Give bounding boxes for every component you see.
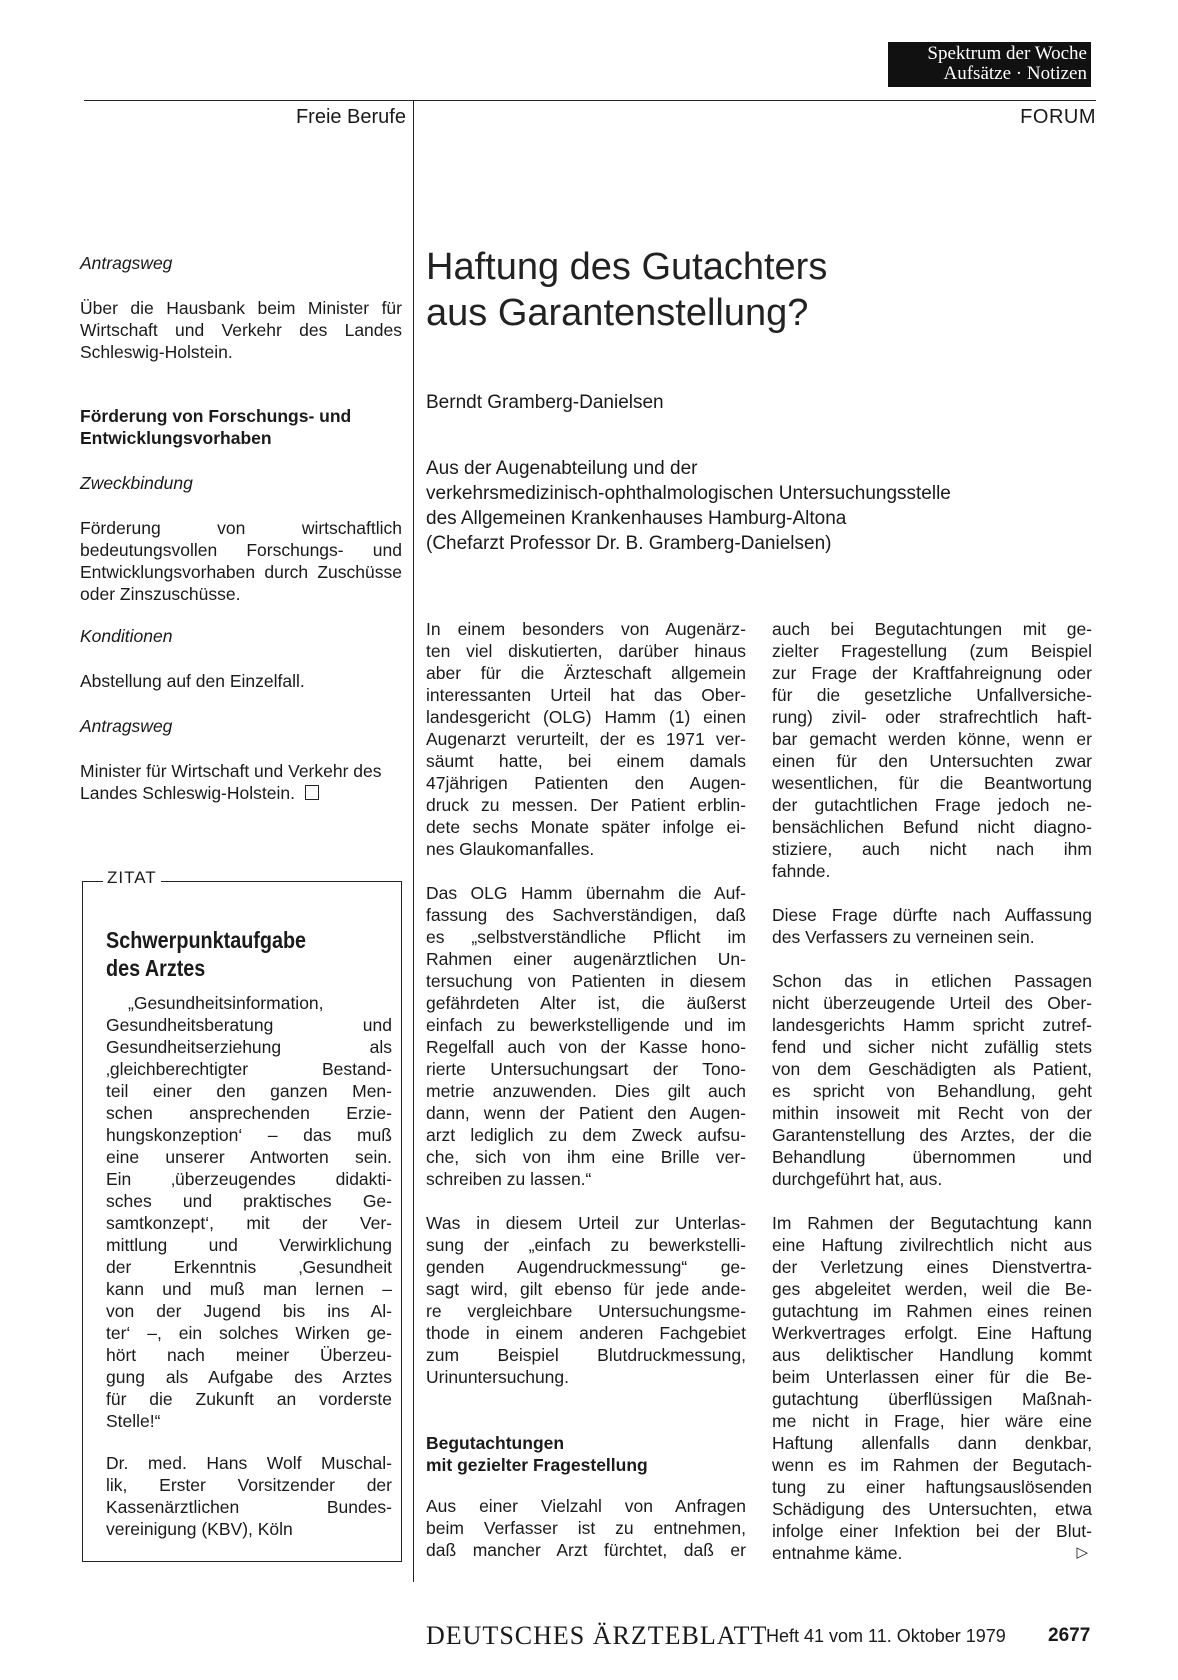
quote-line: Gesundheitsberatung und [106,1015,392,1035]
text-line: der Verletzung eines Dienstvertra- [772,1257,1092,1277]
quote-line: für die Zukunft an vorderste [106,1389,392,1409]
quote-line: der Erkenntnis ‚Gesundheit [106,1257,392,1277]
text-line: Augenarzt verurteilt, der es 1971 ver- [426,729,746,749]
text-line: für die gesetzliche Unfallversiche- [772,685,1092,705]
quote-line: sches und praktisches Ge- [106,1191,392,1211]
article-affiliation [426,456,1086,556]
text-line: interessanten Urteil hat das Ober- [426,685,746,705]
subheading-line-2: mit gezielter Fragestellung [426,1455,648,1475]
column-divider [413,100,414,1582]
article-title-line-2: aus Garantenstellung? [426,292,809,334]
text-line: landesgerichts Hamm spricht zutref- [772,1015,1092,1035]
text-line: infolge einer Infektion bei der Blut- [772,1521,1092,1541]
quote-line: gung als Aufgabe des Arztes [106,1367,392,1387]
text-line: bar gemacht werden könne, wenn er [772,729,1092,749]
quote-line: hört nach meiner Überzeu- [106,1345,392,1365]
text-line: metrie anzuwenden. Dies gilt auch [426,1081,746,1101]
affiliation-line: des Allgemeinen Krankenhauses Hamburg-Altona [426,508,847,529]
text-line: beim Unterlassen einer für die Be- [772,1367,1092,1387]
text-line: einen für den Untersuchten zwar [772,751,1092,771]
text-line: Haftung allenfalls dann denkbar, [772,1433,1092,1453]
quote-line: ter‘ –, ein solches Wirken ge- [106,1323,392,1343]
section-label-right: FORUM [1020,106,1096,128]
subheading-line-1: Begutachtungen [426,1433,565,1453]
text-line: ges abgeleitet werden, weil die Be- [772,1279,1092,1299]
zitat-heading-line-1: Schwerpunktaufgabe [106,927,307,953]
article-title-line-1: Haftung des Gutachters [426,246,828,288]
attribution-line: Kassenärztlichen Bundes- [106,1497,392,1517]
text-line: Werkvertrages erfolgt. Eine Haftung [772,1323,1092,1343]
text-line: Das OLG Hamm übernahm die Auf- [426,883,746,903]
article-column-2 [772,618,1092,1564]
text-line: gutachtung überflüssigen Maßnah- [772,1389,1092,1409]
quote-line: Ein ‚überzeugendes didakti- [106,1169,392,1189]
article-author: Berndt Gramberg-Danielsen [426,392,664,413]
antragsweg-label-1: Antragsweg [80,253,173,273]
text-line: sagt wird, gilt ebenso für jede ande- [426,1279,746,1299]
text-line: zielter Fragestellung (zum Beispiel [772,641,1092,661]
zitat-heading [106,926,347,982]
text-line: Urinuntersuchung. [426,1367,569,1387]
top-rule [84,100,1096,101]
text-line: In einem besonders von Augenärz- [426,619,746,639]
antragsweg-text-1: Über die Hausbank beim Minister für Wirtschaft und Verkehr des Landes Schleswig-Holstein. [80,298,402,362]
article-column-1 [426,618,746,1388]
quote-line: hungskonzeption‘ – das muß [106,1125,392,1145]
page-number: 2677 [1048,1625,1091,1646]
text-line: eine Haftung zivilrechtlich nicht aus [772,1235,1092,1255]
zitat-bottom-rule [82,1561,402,1562]
text-line: rung) zivil- oder strafrechtlich haft- [772,707,1092,727]
subheading [426,1432,746,1476]
text-line: des Verfassers zu verneinen sein. [772,927,1035,947]
text-line: Was in diesem Urteil zur Unterlas- [426,1213,746,1233]
foerderung-heading: Förderung von Forschungs- und Entwicklungsvorhaben [80,406,352,448]
quote-line: mittlung und Verwirklichung [106,1235,392,1255]
text-line: Regelfall auch von der Kasse hono- [426,1037,746,1057]
text-line: sung der „einfach zu bewerkstelli- [426,1235,746,1255]
text-line: auch bei Begutachtungen mit ge- [772,619,1092,639]
footer-issue: Heft 41 vom 11. Oktober 1979 [766,1626,1006,1646]
text-line: fahnde. [772,861,831,881]
text-line: nicht überzeugende Urteil des Ober- [772,993,1092,1013]
text-line: der gutachtlichen Frage jedoch ne- [772,795,1092,815]
text-line: von dem Geschädigten als Patient, [772,1059,1092,1079]
text-line: thode in einem anderen Fachgebiet [426,1323,746,1343]
zweckbindung-text: Förderung von wirtschaftlich bedeutungsvollen Forschungs- und Entwicklungsvorhaben durch Zuschüsse oder Zinszuschüsse. [80,518,402,604]
affiliation-line: (Chefarzt Professor Dr. B. Gramberg-Danielsen) [426,533,832,554]
quote-line: eine unserer Antworten sein. [106,1147,392,1167]
text-line: säumt hatte, bei einem damals [426,751,746,771]
attribution-line: lik, Erster Vorsitzender der [106,1475,392,1495]
text-line: daß mancher Arzt fürchtet, daß er [426,1540,746,1560]
text-line: me nicht in Frage, hier wäre eine [772,1411,1092,1431]
text-line: schreiben zu lassen.“ [426,1169,592,1189]
text-line: arzt lediglich zu dem Zweck aufsu- [426,1125,746,1145]
text-line: ten viel diskutierten, darüber hinaus [426,641,746,661]
text-line: Rahmen einer augenärztlichen Un- [426,949,746,969]
quote-line: kann und muß man lernen – [106,1279,392,1299]
text-line: rierte Untersuchungsart der Tono- [426,1059,746,1079]
section-tag-line-1: Spektrum der Woche [927,43,1087,64]
text-line: tung zu einer haftungsauslösenden [772,1477,1092,1497]
text-line: Diese Frage dürfte nach Auffassung [772,905,1092,925]
section-tag-line-2: Aufsätze · Notizen [943,63,1087,84]
text-line: druck zu messen. Der Patient erblin- [426,795,746,815]
text-line: genden Augendruckmessung“ ge- [426,1257,746,1277]
text-line: stiziere, auch nicht nach ihm [772,839,1092,859]
text-line: zum Beispiel Blutdruckmessung, [426,1345,746,1365]
text-line: Aus einer Vielzahl von Anfragen [426,1496,746,1516]
text-line: bensächlichen Befund nicht diagno- [772,817,1092,837]
quote-line: „Gesundheitsinformation, [128,993,324,1013]
zitat-label: ZITAT [103,868,161,888]
text-line: mithin insoweit mit Recht von der [772,1103,1092,1123]
text-line: fend und sicher nicht zufällig stets [772,1037,1092,1057]
antragsweg-text-2-body: Minister für Wirtschaft und Verkehr des Landes Schleswig-Holstein. [80,761,382,803]
quote-line: schen ansprechenden Erzie- [106,1103,392,1123]
text-line: landesgericht (OLG) Hamm (1) einen [426,707,746,727]
text-line: re vergleichbare Untersuchungsme- [426,1301,746,1321]
quote-line: von der Jugend bis ins Al- [106,1301,392,1321]
zweckbindung-label: Zweckbindung [80,473,193,493]
zitat-quote [106,992,392,1432]
section-tag [888,42,1091,87]
quote-line: teil einer den ganzen Men- [106,1081,392,1101]
attribution-line: vereinigung (KBV), Köln [106,1519,293,1539]
text-line: nes Glaukomanfalles. [426,839,595,859]
text-line: wesentlichen, für die Beantwortung [772,773,1092,793]
text-line: gefährdeten Alter ist, die äußerst [426,993,746,1013]
text-line: fassung des Sachverständigen, daß [426,905,746,925]
quote-line: samtkonzept‘, mit der Ver- [106,1213,392,1233]
affiliation-line: verkehrsmedizinisch-ophthalmologischen Untersuchungsstelle [426,483,951,504]
text-line: 47jährigen Patienten den Augen- [426,773,746,793]
text-line: Schädigung des Untersuchten, etwa [772,1499,1092,1519]
text-line: Behandlung übernommen und [772,1147,1092,1167]
article-column-1-continued [426,1495,746,1561]
text-line: dete sechs Monate später infolge ei- [426,817,746,837]
text-line: aus deliktischer Handlung kommt [772,1345,1092,1365]
quote-line: Stelle!“ [106,1411,161,1431]
text-line: Im Rahmen der Begutachtung kann [772,1213,1092,1233]
konditionen-label: Konditionen [80,626,173,646]
text-line: einfach zu bewerkstelligende und im [426,1015,746,1035]
text-line: che, sich von ihm eine Brille ver- [426,1147,746,1167]
text-line: es „selbstverständliche Pflicht im [426,927,746,947]
text-line: Garantenstellung des Arztes, der die [772,1125,1092,1145]
antragsweg-label-2: Antragsweg [80,716,173,736]
zitat-attribution [106,1452,392,1540]
konditionen-text: Abstellung auf den Einzelfall. [80,671,305,691]
text-line: durchgeführt hat, aus. [772,1169,943,1189]
text-line: beim Verfasser ist zu entnehmen, [426,1518,746,1538]
text-line: wenn es im Rahmen der Begutach- [772,1455,1092,1475]
text-line: zur Frage der Kraftfahreignung oder [772,663,1092,683]
quote-line: ‚gleichberechtigter Bestand- [106,1059,392,1079]
article-title [426,244,1076,336]
text-line-final [772,1542,1092,1564]
text-line: tersuchung von Patienten in diesem [426,971,746,991]
text-line: dann, wenn der Patient den Augen- [426,1103,746,1123]
text-line: aber für die Ärzteschaft allgemein [426,663,746,683]
section-label-left: Freie Berufe [295,106,406,128]
text-line-final-body: entnahme käme. [772,1543,903,1563]
continue-triangle-icon: ▷ [1076,1544,1088,1561]
text-line: es spricht von Behandlung, geht [772,1081,1092,1101]
end-of-article-box-icon [305,785,319,800]
text-line: Schon das in etlichen Passagen [772,971,1092,991]
zitat-heading-line-2: des Arztes [106,955,206,981]
affiliation-line: Aus der Augenabteilung und der [426,458,698,479]
text-line: gutachtung im Rahmen eines reinen [772,1301,1092,1321]
antragsweg-text-2 [80,760,402,804]
attribution-line: Dr. med. Hans Wolf Muschal- [106,1453,392,1473]
quote-line: Gesundheitserziehung als [106,1037,392,1057]
footer-brand: DEUTSCHES ÄRZTEBLATT [426,1621,768,1650]
